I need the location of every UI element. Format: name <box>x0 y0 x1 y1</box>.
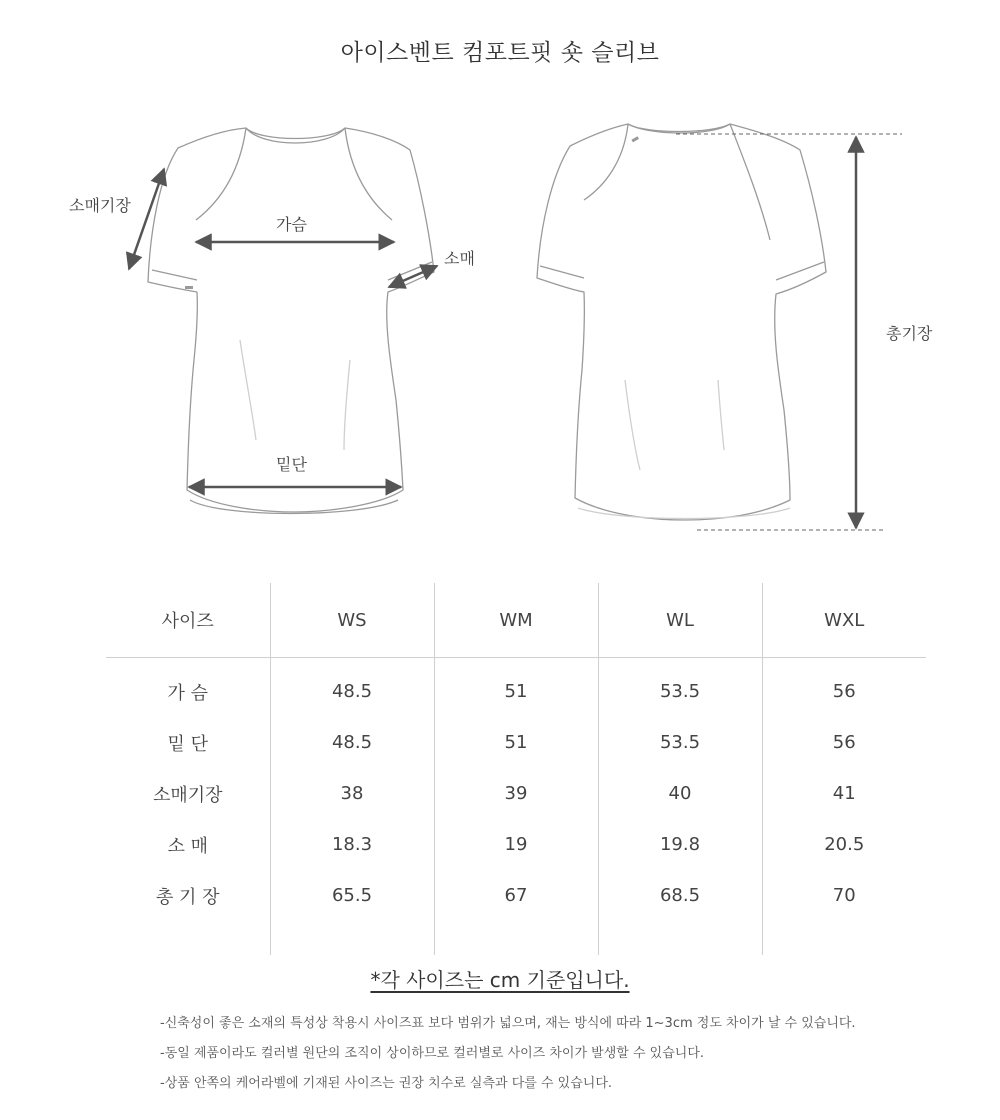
label-hem: 밑단 <box>276 455 307 474</box>
cell: 48.5 <box>270 717 434 768</box>
cell: 40 <box>598 768 762 819</box>
table-spacer-row <box>106 929 926 955</box>
table-row <box>106 658 926 718</box>
cell: 38 <box>270 768 434 819</box>
cell: 51 <box>434 658 598 718</box>
row-label: 밑 단 <box>167 733 208 755</box>
header-size: 사이즈 <box>106 583 270 658</box>
row-label: 가 슴 <box>167 682 208 704</box>
cell: 19.8 <box>598 819 762 870</box>
label-total-length: 총기장 <box>886 324 933 343</box>
cell: 41 <box>762 768 926 819</box>
size-table <box>106 583 926 955</box>
cell: 51 <box>434 717 598 768</box>
row-label: 총 기 장 <box>155 886 220 908</box>
cell: 67 <box>434 870 598 929</box>
cell: 18.3 <box>270 819 434 870</box>
cell: 39 <box>434 768 598 819</box>
sleeve-length-arrow <box>129 169 164 269</box>
unit-note <box>0 964 1000 993</box>
cell: 48.5 <box>270 658 434 718</box>
table-row <box>106 819 926 870</box>
cell: 68.5 <box>598 870 762 929</box>
tshirt-back-drawing <box>537 124 826 520</box>
page-title: 아이스벤트 컴포트핏 숏 슬리브 <box>340 40 660 66</box>
table-row <box>106 768 926 819</box>
cell: 65.5 <box>270 870 434 929</box>
cell: 53.5 <box>598 658 762 718</box>
unit-note-text: *각 사이즈는 cm 기준입니다. <box>370 968 630 992</box>
header-wxl: WXL <box>762 583 926 658</box>
table-row <box>106 870 926 929</box>
note-item: -신축성이 좋은 소재의 특성상 착용시 사이즈표 보다 범위가 넓으며, 재는 방식에 따라 1~3cm 정도 차이가 날 수 있습니다. <box>160 1016 856 1031</box>
note-item: -동일 제품이라도 컬러별 원단의 조직이 상이하므로 컬러별로 사이즈 차이가 발생할 수 있습니다. <box>160 1046 705 1061</box>
label-chest: 가슴 <box>276 215 307 234</box>
cell: 19 <box>434 819 598 870</box>
header-wm: WM <box>434 583 598 658</box>
header-ws: WS <box>270 583 434 658</box>
cell: 56 <box>762 717 926 768</box>
cell: 20.5 <box>762 819 926 870</box>
label-sleeve-length: 소매기장 <box>69 196 131 215</box>
cell: 53.5 <box>598 717 762 768</box>
row-label: 소 매 <box>167 835 208 857</box>
cell: 70 <box>762 870 926 929</box>
row-label: 소매기장 <box>152 784 223 806</box>
cell: 56 <box>762 658 926 718</box>
label-sleeve: 소매 <box>444 249 475 268</box>
table-header-row <box>106 583 926 658</box>
notes-list <box>160 1014 920 1104</box>
note-item: -상품 안쪽의 케어라벨에 기재된 사이즈는 권장 치수로 실측과 다를 수 있습니다. <box>160 1076 613 1091</box>
table-row <box>106 717 926 768</box>
header-wl: WL <box>598 583 762 658</box>
